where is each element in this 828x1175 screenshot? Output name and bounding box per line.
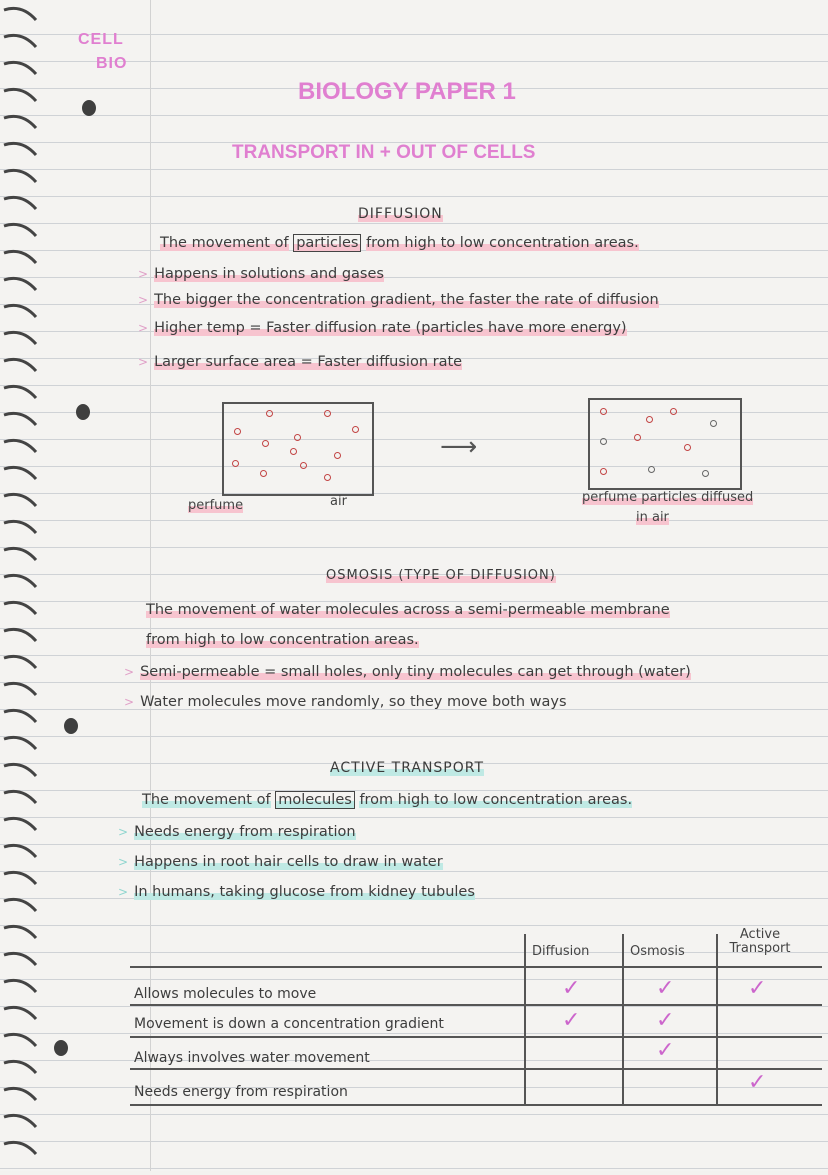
table-row-label: Movement is down a concentration gradient (134, 1016, 444, 1032)
spiral-coil (4, 845, 36, 857)
section-heading-osmosis: OSMOSIS (TYPE OF DIFFUSION) (326, 568, 556, 583)
diffusion-point: > Happens in solutions and gases (138, 266, 384, 282)
label-perfume: perfume (188, 498, 244, 513)
label-perfume-diffused: perfume particles diffused (582, 490, 754, 505)
diagram-before-box (222, 402, 374, 496)
spiral-coil (4, 818, 36, 830)
spiral-coil (4, 116, 36, 128)
punch-hole (82, 100, 96, 116)
active-transport-point: > Happens in root hair cells to draw in water (118, 854, 443, 870)
spiral-coil (4, 629, 36, 641)
bullet-arrow-icon: > (118, 885, 129, 899)
boxed-word-molecules: molecules (275, 791, 355, 809)
diffusion-definition: The movement of particles from high to low concentration areas. (160, 235, 639, 251)
spiral-coil (4, 1142, 36, 1154)
bullet-arrow-icon: > (124, 665, 135, 679)
punch-hole (76, 404, 90, 420)
spiral-coil (4, 710, 36, 722)
spiral-coil (4, 521, 36, 533)
spiral-coil (4, 575, 36, 587)
bullet-arrow-icon: > (118, 825, 129, 839)
spiral-coil (4, 359, 36, 371)
spiral-coil (4, 1088, 36, 1100)
bullet-arrow-icon: > (138, 355, 149, 369)
punch-hole (54, 1040, 68, 1056)
boxed-word-particles: particles (293, 234, 361, 252)
spiral-coil (4, 278, 36, 290)
spiral-coil (4, 737, 36, 749)
spiral-coil (4, 683, 36, 695)
spiral-coil (4, 602, 36, 614)
spiral-binding (0, 0, 46, 1171)
check-mark-icon: ✓ (656, 1008, 675, 1033)
spiral-coil (4, 926, 36, 938)
spiral-coil (4, 899, 36, 911)
punch-hole (64, 718, 78, 734)
check-mark-icon: ✓ (748, 976, 767, 1001)
corner-label-line2: BIO (96, 55, 128, 72)
section-heading-diffusion: DIFFUSION (358, 206, 443, 222)
bullet-arrow-icon: > (124, 695, 135, 709)
diffusion-point: > Larger surface area = Faster diffusion rate (138, 354, 463, 370)
active-transport-definition: The movement of molecules from high to low concentration areas. (142, 792, 633, 808)
bullet-arrow-icon: > (138, 293, 149, 307)
table-row-label: Allows molecules to move (134, 986, 317, 1002)
spiral-coil (4, 8, 36, 20)
spiral-coil (4, 980, 36, 992)
spiral-coil (4, 35, 36, 47)
spiral-coil (4, 1034, 36, 1046)
osmosis-point: > Water molecules move randomly, so they move both ways (124, 694, 567, 710)
spiral-coil (4, 872, 36, 884)
spiral-coil (4, 251, 36, 263)
spiral-coil (4, 1007, 36, 1019)
spiral-coil (4, 548, 36, 560)
spiral-coil (4, 224, 36, 236)
spiral-coil (4, 62, 36, 74)
label-in-air: in air (636, 510, 669, 525)
spiral-coil (4, 1061, 36, 1073)
spiral-coil (4, 467, 36, 479)
diffusion-point: > The bigger the concentration gradient, the faster the rate of diffusion (138, 292, 659, 308)
spiral-coil (4, 1115, 36, 1127)
bullet-arrow-icon: > (138, 321, 149, 335)
spiral-coil (4, 89, 36, 101)
spiral-coil (4, 305, 36, 317)
spiral-coils (0, 0, 46, 1171)
check-mark-icon: ✓ (748, 1070, 767, 1095)
diffusion-point: > Higher temp = Faster diffusion rate (particles have more energy) (138, 320, 627, 336)
table-col-diffusion: Diffusion (532, 944, 590, 959)
page-subtitle: TRANSPORT IN + OUT OF CELLS (232, 142, 536, 163)
diagram-after-box (588, 398, 742, 490)
check-mark-icon: ✓ (656, 976, 675, 1001)
check-mark-icon: ✓ (562, 976, 581, 1001)
spiral-coil (4, 494, 36, 506)
osmosis-point: > Semi-permeable = small holes, only tiny molecules can get through (water) (124, 664, 691, 680)
spiral-coil (4, 440, 36, 452)
spiral-coil (4, 413, 36, 425)
label-air: air (330, 494, 347, 509)
table-row-label: Needs energy from respiration (134, 1084, 348, 1100)
table-col-active-transport: Active Transport (729, 927, 791, 956)
spiral-coil (4, 656, 36, 668)
table-row-label: Always involves water movement (134, 1050, 370, 1066)
spiral-coil (4, 332, 36, 344)
table-col-osmosis: Osmosis (630, 944, 685, 959)
check-mark-icon: ✓ (562, 1008, 581, 1033)
spiral-coil (4, 143, 36, 155)
corner-label-line1: CELL (78, 31, 124, 48)
spiral-coil (4, 170, 36, 182)
spiral-coil (4, 953, 36, 965)
diffusion-arrow-icon: ⟶ (440, 432, 478, 462)
osmosis-definition-line1: The movement of water molecules across a semi-permeable membrane (146, 602, 670, 618)
bullet-arrow-icon: > (118, 855, 129, 869)
spiral-coil (4, 791, 36, 803)
active-transport-point: > In humans, taking glucose from kidney tubules (118, 884, 475, 900)
check-mark-icon: ✓ (656, 1038, 675, 1063)
spiral-coil (4, 764, 36, 776)
spiral-coil (4, 386, 36, 398)
bullet-arrow-icon: > (138, 267, 149, 281)
spiral-coil (4, 197, 36, 209)
section-heading-active-transport: ACTIVE TRANSPORT (330, 760, 485, 776)
page-title: BIOLOGY PAPER 1 (298, 78, 516, 105)
osmosis-definition-line2: from high to low concentration areas. (146, 632, 419, 648)
active-transport-point: > Needs energy from respiration (118, 824, 356, 840)
